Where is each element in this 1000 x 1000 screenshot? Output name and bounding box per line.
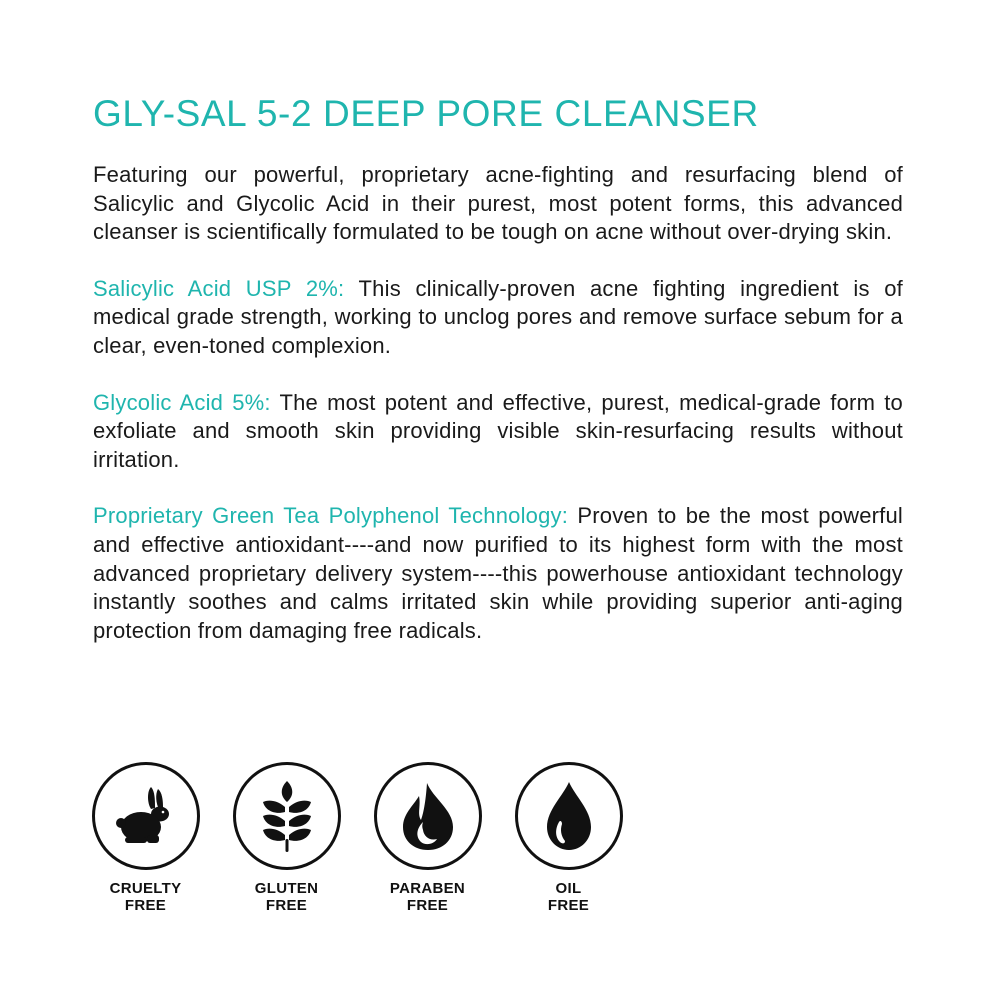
badge-circle <box>374 762 482 870</box>
ingredient-salicylic <box>93 275 903 361</box>
ingredient-name: Glycolic Acid 5%: <box>93 389 271 415</box>
ingredient-name: Proprietary Green Tea Polyphenol Technology: <box>93 503 569 529</box>
ingredient-glycolic <box>93 389 903 475</box>
badge-circle <box>92 762 200 870</box>
free-from-badges <box>88 762 652 914</box>
wheat-icon <box>252 779 322 853</box>
ingredient-text: This clinically-proven acne fighting ingredient is of medical grade strength, working to unclog pores and remove surface sebum for a clear, even-toned complexion. <box>93 275 903 358</box>
badge-cruelty-free <box>88 762 203 914</box>
ingredient-green-tea <box>93 502 903 645</box>
ingredient-text: Proven to be the most powerful and effective antioxidant----and now purified to its highest form with the most advanced proprietary delivery system----this powerhouse antioxidant technology instantly soothes and calms irritated skin while providing superior anti-aging protection from damaging free radicals. <box>93 503 904 643</box>
badge-circle <box>233 762 341 870</box>
oil-drop-icon <box>543 780 595 852</box>
badge-label: GLUTEN FREE <box>254 880 319 914</box>
badge-circle <box>515 762 623 870</box>
flame-drop-icon <box>397 780 459 852</box>
badge-label: PARABEN FREE <box>389 880 466 914</box>
badge-paraben-free <box>370 762 485 914</box>
product-description <box>93 92 903 645</box>
ingredient-text: The most potent and effective, purest, medical-grade form to exfoliate and smooth skin providing visible skin-resurfacing results without irritation. <box>93 389 903 472</box>
badge-oil-free <box>511 762 626 914</box>
rabbit-icon <box>111 781 181 851</box>
ingredient-name: Salicylic Acid USP 2%: <box>93 275 345 301</box>
badge-label: OIL FREE <box>547 880 590 914</box>
product-title: GLY-SAL 5-2 DEEP PORE CLEANSER <box>93 93 759 134</box>
badge-label: CRUELTY FREE <box>109 880 182 914</box>
intro-paragraph: Featuring our powerful, proprietary acne-fighting and resurfacing blend of Salicylic and Glycolic Acid in their purest, most potent forms, this advanced cleanser is scientifically formulated to be tough on acne without over-drying skin. <box>93 162 903 245</box>
badge-gluten-free <box>229 762 344 914</box>
